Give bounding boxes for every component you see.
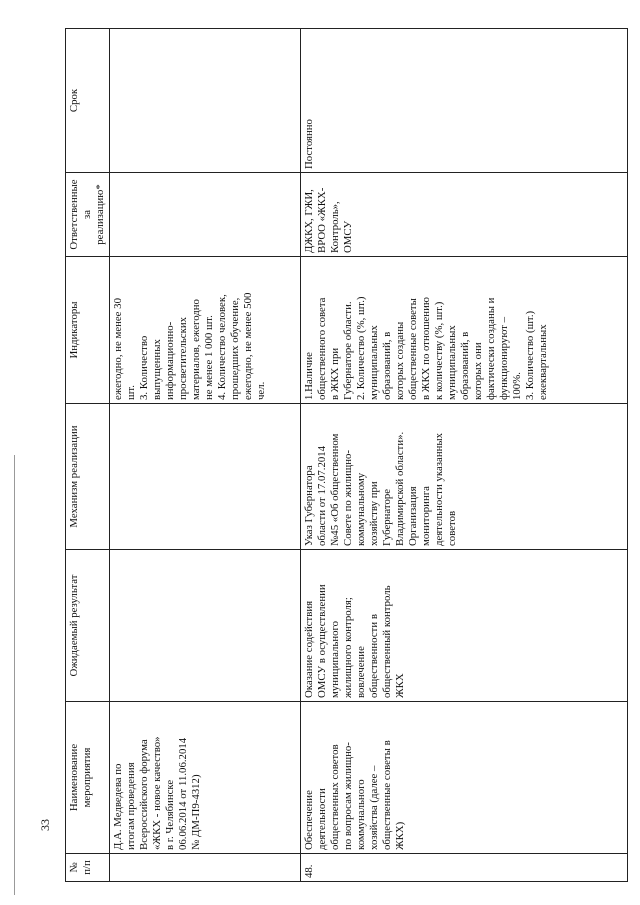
cell-expected-result: Оказание содействия ОМСУ в осуществлении муниципального жилищного контроля; вовлечение общественности в общественный контроль ЖКХ	[301, 550, 628, 702]
header-indicators: Индикаторы	[66, 257, 110, 404]
cell-expected-result	[110, 550, 301, 702]
header-mechanism: Механизм реализации	[66, 404, 110, 550]
margin-line	[14, 455, 15, 895]
table-header-row	[66, 29, 110, 882]
header-responsible: Ответственные за реализацию*	[66, 173, 110, 257]
header-number: № п/п	[66, 854, 110, 882]
cell-mechanism	[110, 404, 301, 550]
cell-number	[110, 854, 301, 882]
cell-term	[110, 29, 301, 173]
cell-number: 48.	[301, 854, 628, 882]
cell-indicators: 1.Наличие общественного совета в ЖКХ при Губернаторе области. 2. Количество (%, шт.) муниципальных образований, в которых созданы общественные советы в ЖКХ по отношению к количеству (%, шт.) муниципальных образований, в которых они фактически созданы и функционируют – 100%. 3. Количество (шт.) ежеквартальных	[301, 257, 628, 404]
table-row	[301, 29, 628, 882]
cell-measure-name: Обеспечение деятельности общественных советов по вопросам жилищно- коммунального хозяйства (далее – общественные советы в ЖКХ)	[301, 702, 628, 854]
measures-table-wrapper	[65, 29, 609, 882]
cell-responsible	[110, 173, 301, 257]
header-term: Срок	[66, 29, 110, 173]
cell-term: Постоянно	[301, 29, 628, 173]
cell-measure-name: Д.А. Медведева по итогам проведения Всероссийского форума «ЖКХ - новое качество» в г. Челябинске 06.06.2014 от 11.06.2014 № ДМ-П9-4312)	[110, 702, 301, 854]
header-measure-name: Наименование мероприятия	[66, 702, 110, 854]
header-expected-result: Ожидаемый результат	[66, 550, 110, 702]
cell-indicators: ежегодно, не менее 30 шт. 3. Количество выпущенных информационно- просветительских материалов, ежегодно не менее 1 000 шт. 4. Количество человек, прошедших обучение, ежегодно, не менее 500 чел.	[110, 257, 301, 404]
page-number: 33	[38, 819, 52, 831]
cell-mechanism: Указ Губернатора области от 17.07.2014 №45 «Об общественном Совете по жилищно- коммунальному хозяйству при Губернаторе Владимирской области». Организация мониторинга деятельности указанных советов	[301, 404, 628, 550]
cell-responsible: ДЖКХ, ГЖИ, ВРОО «ЖКХ- Контроль», ОМСУ	[301, 173, 628, 257]
measures-table	[65, 28, 628, 882]
table-row	[110, 29, 301, 882]
